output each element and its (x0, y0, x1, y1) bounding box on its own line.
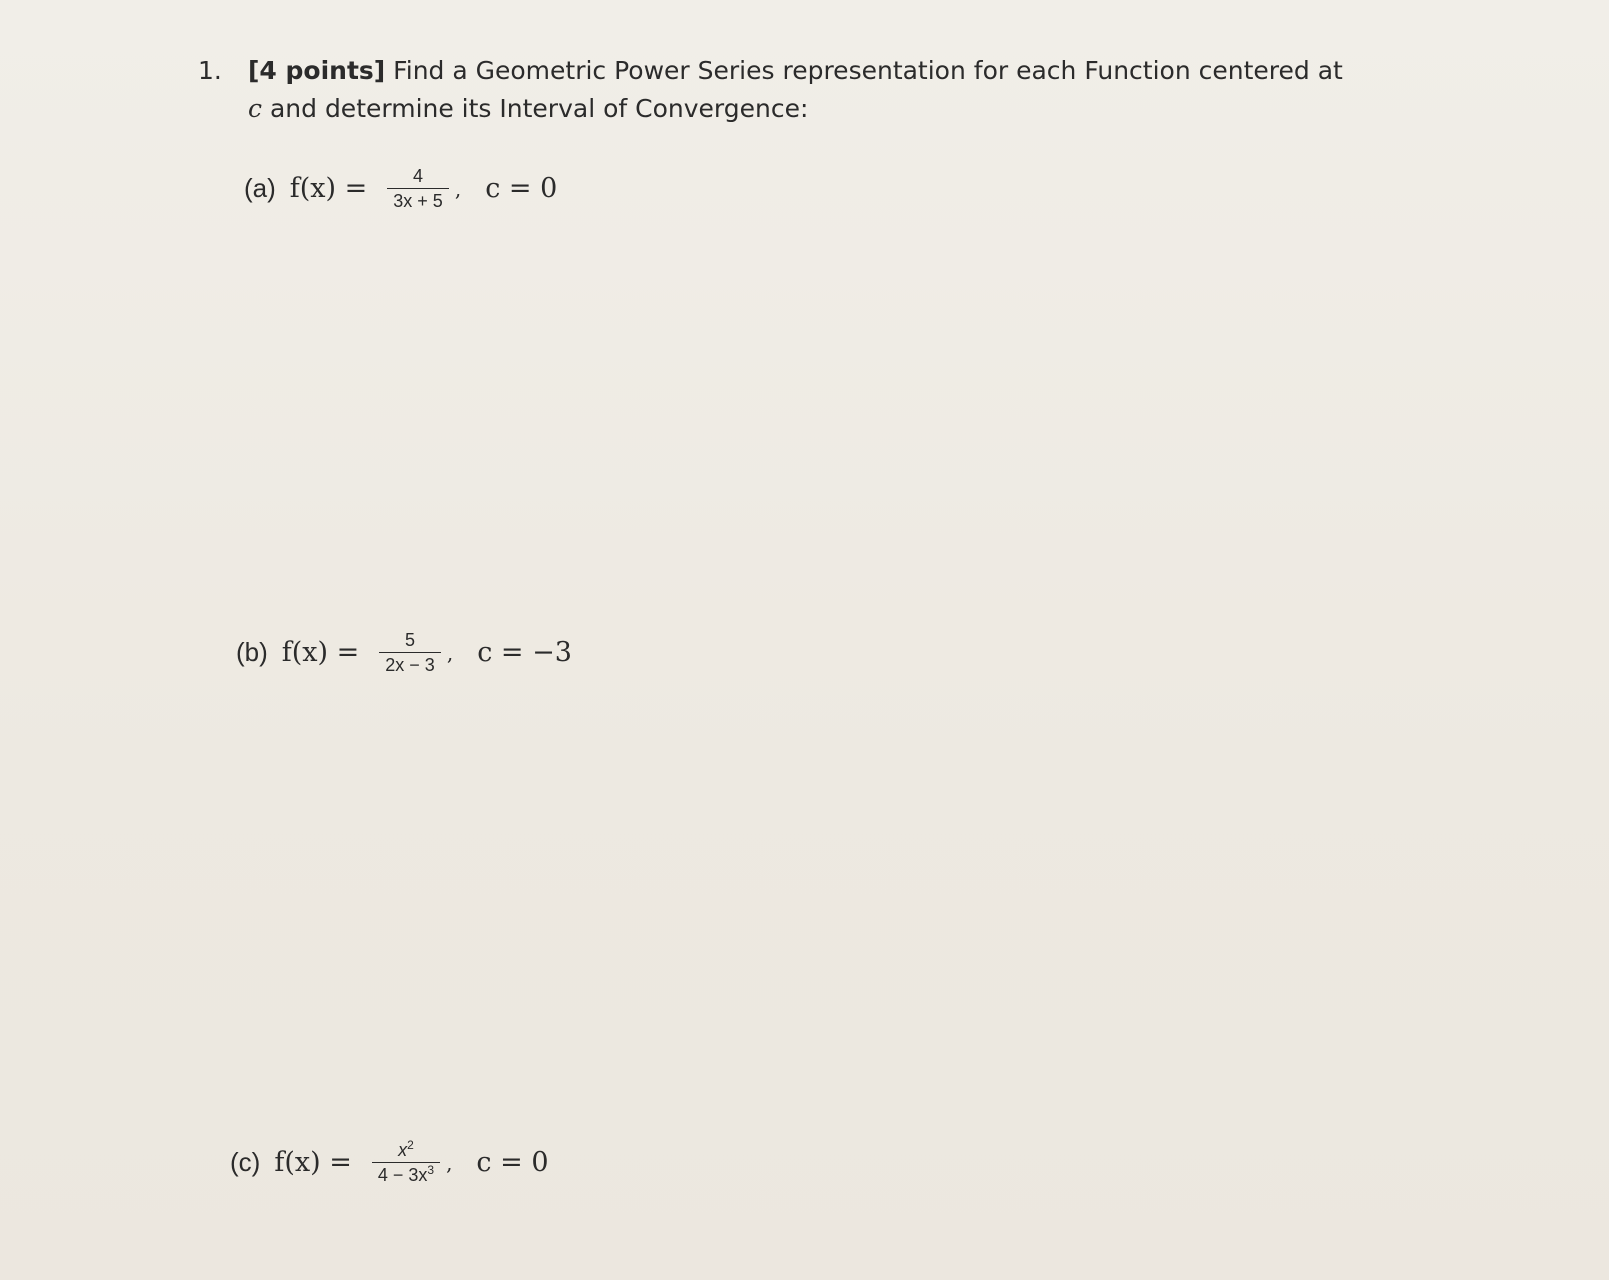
part-c-denominator (372, 1162, 440, 1185)
part-c-function: f(x) = (274, 1147, 352, 1178)
part-b-label: (b) (236, 637, 268, 667)
part-a (244, 166, 557, 211)
part-c-comma: , (446, 1150, 453, 1175)
question-c-symbol: c (248, 94, 263, 123)
part-b-numerator: 5 (405, 630, 416, 650)
part-a-center: c = 0 (485, 173, 558, 204)
question-number: 1. (198, 56, 222, 85)
part-c-numerator-exponent: 2 (407, 1138, 414, 1152)
part-b-function: f(x) = (281, 637, 360, 668)
part-a-comma: , (454, 176, 462, 201)
part-c-label: (c) (230, 1147, 261, 1177)
question-text-start: Find a Geometric Power Series representation for each Function centered at (385, 56, 1343, 85)
part-c-numerator (392, 1140, 420, 1162)
part-c-denominator-base: 4 − 3x (377, 1165, 428, 1185)
part-b-fraction (379, 630, 441, 675)
part-c-fraction (372, 1140, 440, 1185)
part-b-denominator: 2x − 3 (379, 652, 441, 675)
part-b (236, 630, 572, 675)
part-a-numerator: 4 (413, 166, 424, 186)
question-prompt (248, 52, 1368, 128)
question-text-end: and determine its Interval of Convergence: (262, 94, 809, 123)
part-c-denominator-exponent: 3 (427, 1163, 435, 1177)
part-a-label: (a) (244, 173, 276, 203)
part-a-denominator: 3x + 5 (387, 188, 449, 211)
part-c-numerator-base: x (398, 1140, 408, 1160)
part-c-center: c = 0 (476, 1147, 549, 1178)
part-a-fraction (387, 166, 449, 211)
part-c (230, 1140, 549, 1185)
part-a-function: f(x) = (289, 173, 368, 204)
part-b-center: c = −3 (477, 637, 572, 668)
part-b-comma: , (446, 640, 454, 665)
question-points: [4 points] (248, 56, 386, 85)
